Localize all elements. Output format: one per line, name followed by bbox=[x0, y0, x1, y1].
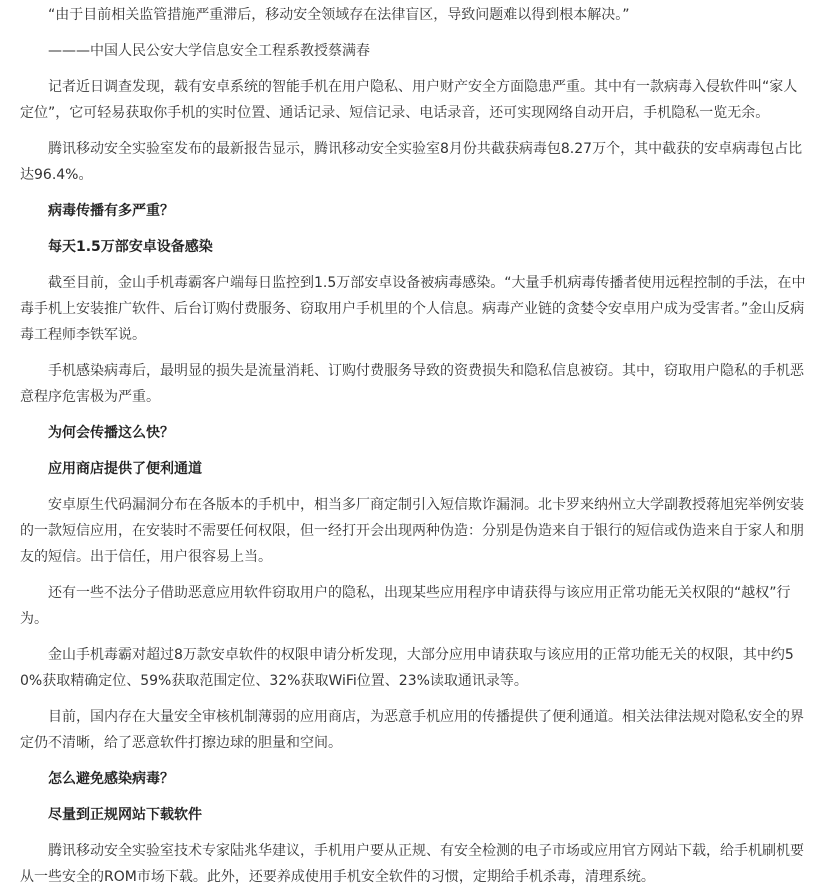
quote-paragraph: “由于目前相关监管措施严重滞后，移动安全领域存在法律盲区，导致问题难以得到根本解决。” bbox=[48, 7, 630, 23]
app-store-paragraph: 目前，国内存在大量安全审核机制薄弱的应用商店，为恶意手机应用的传播提供了便利通道。相关法律法规对隐私安全的界定仍不清晰，给了恶意软件打擦边球的胆量和空间。 bbox=[20, 709, 804, 751]
attribution-paragraph: ———中国人民公安大学信息安全工程系教授蔡满春 bbox=[48, 43, 370, 59]
jinshan-paragraph: 截至目前，金山手机毒霸客户端每日监控到1.5万部安卓设备被病毒感染。“大量手机病毒传播者使用远程控制的手法，在中毒手机上安装推广软件、后台订购付费服务、窃取用户手机里的个人信息。病毒产业链的贪婪令安卓用户成为受害者。”金山反病毒工程师李铁军说。 bbox=[20, 275, 806, 343]
report-paragraph: 腾讯移动安全实验室发布的最新报告显示，腾讯移动安全实验室8月份共截获病毒包8.27万个，其中截获的安卓病毒包占比达96.4%。 bbox=[20, 141, 803, 183]
section-answer-heading: 每天1.5万部安卓设备感染 bbox=[48, 239, 213, 255]
loss-paragraph: 手机感染病毒后，最明显的损失是流量消耗、订购付费服务导致的资费损失和隐私信息被窃。其中，窃取用户隐私的手机恶意程序危害极为严重。 bbox=[20, 363, 804, 405]
section-question-heading: 怎么避免感染病毒？ bbox=[48, 771, 174, 787]
section-question-heading: 病毒传播有多严重？ bbox=[48, 203, 174, 219]
permission-analysis-paragraph: 金山手机毒霸对超过8万款安卓软件的权限申请分析发现，大部分应用申请获取与该应用的正常功能无关的权限，其中约50%获取精确定位、59%获取范围定位、32%获取WiFi位置、23%读取通讯录等。 bbox=[20, 647, 794, 689]
android-vulnerability-paragraph: 安卓原生代码漏洞分布在各版本的手机中，相当多厂商定制引入短信欺诈漏洞。北卡罗来纳州立大学副教授蒋旭宪举例安装的一款短信应用，在安装时不需要任何权限，但一经打开会出现两种伪造：分别是伪造来自于银行的短信或伪造来自于家人和朋友的短信。出于信任，用户很容易上当。 bbox=[20, 497, 804, 565]
section-answer-heading: 尽量到正规网站下载软件 bbox=[48, 807, 202, 823]
advice-paragraph: 腾讯移动安全实验室技术专家陆兆华建议，手机用户要从正规、有安全检测的电子市场或应用官方网站下载，给手机刷机要从一些安全的ROM市场下载。此外，还要养成使用手机安全软件的习惯，定期给手机杀毒，清理系统。 bbox=[20, 843, 804, 885]
section-question-heading: 为何会传播这么快？ bbox=[48, 425, 174, 441]
section-answer-heading: 应用商店提供了便利通道 bbox=[48, 461, 202, 477]
privacy-theft-paragraph: 还有一些不法分子借助恶意应用软件窃取用户的隐私，出现某些应用程序申请获得与该应用正常功能无关权限的“越权”行为。 bbox=[20, 585, 791, 627]
intro-paragraph: 记者近日调查发现，载有安卓系统的智能手机在用户隐私、用户财产安全方面隐患严重。其中有一款病毒入侵软件叫“家人定位”，它可轻易获取你手机的实时位置、通话记录、短信记录、电话录音，还可实现网络自动开启，手机隐私一览无余。 bbox=[20, 79, 798, 121]
